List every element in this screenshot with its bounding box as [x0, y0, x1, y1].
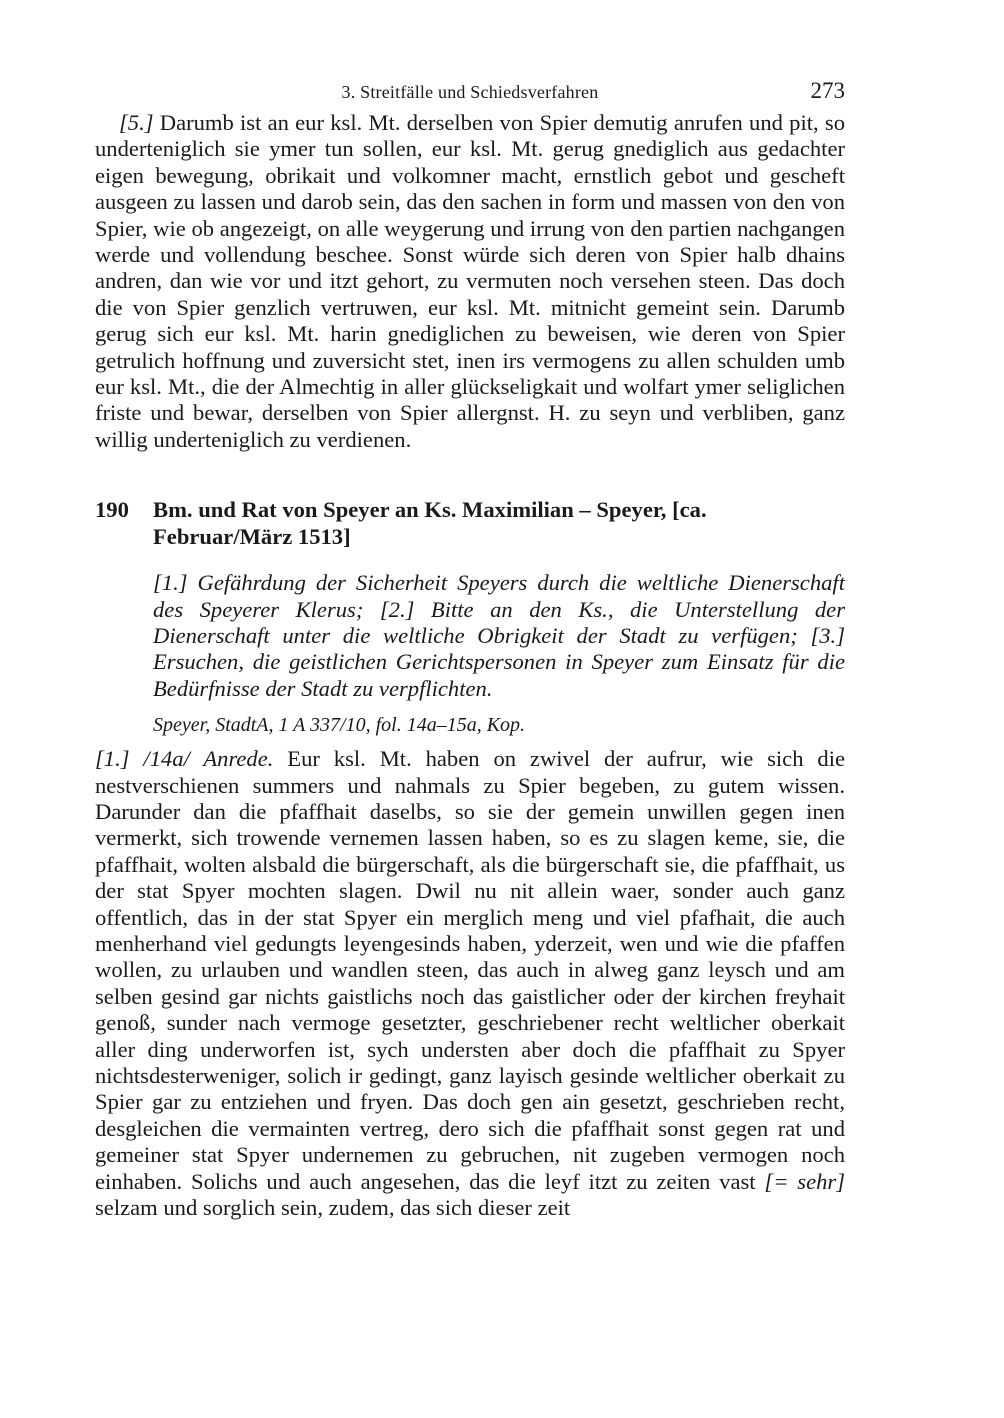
body-text-2: selzam und sorglich sein, zudem, das sich dieser zeit [95, 1195, 571, 1221]
document-source: Speyer, StadtA, 1 A 337/10, fol. 14a–15a, Kop. [153, 714, 526, 737]
page-number: 273 [810, 78, 845, 103]
running-header [95, 74, 845, 110]
body-text-1: Eur ksl. Mt. haben on zwivel der aufrur, wie sich die nestverschienen summers und nahmals zu Spier begeben, zu gutem wissen. Darunder dan die pfaffhait daselbs, so sie der gemein unwillen gegen inen vermerkt, sich trowende vernemen lassen haben, so es zu slagen keme, sie, die pfaffhait, wolten alsbald die bürgerschaft, als die bürgerschaft sie, die pfaffhait, us der stat Spyer mochten slagen. Dwil nu nit allein waer, sonder auch ganz offentlich, das in der stat Spyer ein merglich meng und viel pfafhait, die auch menherhand viel gedungts leyengesinds haben, yderzeit, wen und wie die pfaffen wollen, zu urlauben und wandlen steen, das auch in alweg ganz leysch und am selben gesind gar nichts gaistlichs noch das gaistlicher oder der kirchen freyhait genoß, sunder nach vermoge gesetzter, geschriebener recht weltlicher oberkait aller ding underworfen ist, sych understen aber doch die pfaffhait zu Spyer nichtsdesterweniger, solich ir gedingt, ganz layisch gesinde weltlicher oberkait zu Spier gar zu entziehen und fryen. Das doch gen ain gesetzt, geschrieben recht, desgleichen die vermainten vertreg, dero sich die pfaffhait sonst gegen rat und gemeiner stat Spyer undernemen zu gebruchen, nit zugeben vermogen noch einhaben. Solichs und auch angesehen, das die leyf itzt zu zeiten vast [95, 746, 845, 1194]
editorial-note: [= sehr] [764, 1168, 845, 1194]
document-heading [95, 497, 845, 550]
document-regest: [1.] Gefährdung der Sicherheit Speyers durch die weltliche Dienerschaft des Speyerer Klerus; [2.] Bitte an den Ks., die Unterstellung der Dienerschaft unter die weltliche Obrigkeit der Stadt zu verfügen; [3.] Ersuchen, die geistlichen Gerichtspersonen in Speyer zum Einsatz für die Bedürfnisse der Stadt zu verpflichten. [153, 570, 845, 701]
body-marker: [1.] /14a/ Anrede. [95, 746, 274, 772]
document-body-paragraph [95, 746, 845, 1221]
section-5-marker: [5.] [119, 110, 154, 135]
running-title: 3. Streitfälle und Schiedsverfahren [341, 82, 599, 102]
document-page [95, 74, 845, 1221]
document-number: 190 [95, 497, 129, 523]
document-title: Bm. und Rat von Speyer an Ks. Maximilian – Speyer, [ca. Februar/März 1513] [153, 497, 707, 549]
section-5-paragraph [95, 110, 845, 453]
section-5-text: Darumb ist an eur ksl. Mt. derselben von Spier demutig anrufen und pit, so underteniglich sie ymer tun sollen, eur ksl. Mt. gerug gnediglich aus gedachter eigen bewegung, obrikait und volkomner macht, ernstlich gebot und gescheft ausgeen zu lassen und darob sein, das den sachen in form und massen von den von Spier, wie ob angezeigt, on alle weygerung und irrung von den partien nachgangen werde und vollendung beschee. Sonst würde sich deren von Spier halb dhains andren, dan wie vor und itzt gehort, zu vermuten noch versehen steen. Das doch die von Spier genzlich vertruwen, eur ksl. Mt. mitnicht gemeint sein. Darumb gerug sich eur ksl. Mt. harin gnediglichen zu beweisen, wie deren von Spier getrulich hoffnung und zuversicht stet, inen irs vermogens zu allen schulden umb eur ksl. Mt., die der Almechtig in aller glückseligkait und wolfart ymer seliglichen friste und bewar, derselben von Spier allergnst. H. zu seyn und verbliben, ganz willig underteniglich zu verdienen. [95, 110, 845, 452]
